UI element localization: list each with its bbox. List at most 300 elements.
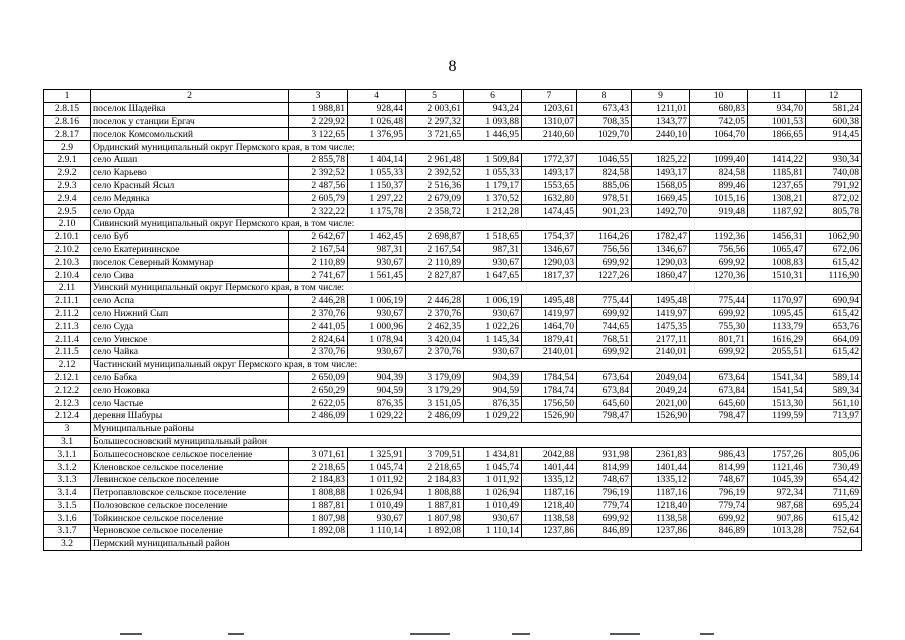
table-row [44, 333, 862, 346]
value-cell: 987,31 [464, 243, 522, 256]
value-cell: 2 698,87 [406, 230, 464, 243]
value-cell: 1290,03 [522, 256, 577, 269]
scan-mark [512, 633, 530, 635]
value-cell: 673,43 [577, 102, 632, 115]
value-cell: 2 184,83 [289, 473, 348, 486]
section-heading: Уинский муниципальный округ Пермского края, в том числе: [91, 281, 862, 294]
value-cell: 1 325,91 [348, 448, 406, 461]
value-cell: 742,05 [690, 115, 748, 128]
value-cell: 1211,01 [632, 102, 690, 115]
row-number: 2.10.1 [44, 230, 91, 243]
value-cell: 1 026,48 [348, 115, 406, 128]
value-cell: 600,38 [806, 115, 862, 128]
value-cell: 1754,37 [522, 230, 577, 243]
table-row [44, 384, 862, 397]
value-cell: 699,92 [690, 512, 748, 525]
value-cell: 904,59 [348, 384, 406, 397]
value-cell: 1335,12 [522, 473, 577, 486]
value-cell: 1187,16 [522, 486, 577, 499]
value-cell: 1164,26 [577, 230, 632, 243]
value-cell: 2 441,05 [289, 320, 348, 333]
section-heading: Частинский муниципальный округ Пермского края, в том числе: [91, 358, 862, 371]
value-cell: 2 650,29 [289, 384, 348, 397]
table-row [44, 371, 862, 384]
row-name: село Суда [91, 320, 289, 333]
tariff-table [43, 89, 862, 551]
row-number: 2.11.5 [44, 345, 91, 358]
value-cell: 1 006,19 [464, 294, 522, 307]
value-cell: 730,49 [806, 461, 862, 474]
value-cell: 1 297,22 [348, 192, 406, 205]
row-name: поселок Шадейка [91, 102, 289, 115]
value-cell: 589,14 [806, 371, 862, 384]
value-cell: 930,67 [348, 256, 406, 269]
value-cell: 752,64 [806, 525, 862, 538]
row-number: 2.10.4 [44, 269, 91, 282]
table-row [44, 269, 862, 282]
value-cell: 1 011,92 [348, 473, 406, 486]
value-cell: 1203,61 [522, 102, 577, 115]
value-cell: 1 518,65 [464, 230, 522, 243]
row-number: 2.10.3 [44, 256, 91, 269]
value-cell: 2 370,76 [289, 307, 348, 320]
value-cell: 3 420,04 [406, 333, 464, 346]
table-row [44, 473, 862, 486]
value-cell: 3 179,29 [406, 384, 464, 397]
value-cell: 1 045,74 [464, 461, 522, 474]
column-header: 5 [406, 90, 464, 103]
value-cell: 3 122,65 [289, 128, 348, 141]
row-name: Черновское сельское поселение [91, 525, 289, 538]
table-row [44, 358, 862, 371]
row-number: 2.9.1 [44, 153, 91, 166]
value-cell: 1541,54 [748, 384, 806, 397]
value-cell: 791,92 [806, 179, 862, 192]
table-row [44, 345, 862, 358]
value-cell: 1185,81 [748, 166, 806, 179]
value-cell: 699,92 [690, 307, 748, 320]
value-cell: 1 011,92 [464, 473, 522, 486]
value-cell: 1218,40 [632, 499, 690, 512]
value-cell: 1 055,33 [464, 166, 522, 179]
value-cell: 978,51 [577, 192, 632, 205]
value-cell: 645,60 [577, 397, 632, 410]
value-cell: 1 000,96 [348, 320, 406, 333]
value-cell: 2440,10 [632, 128, 690, 141]
value-cell: 581,24 [806, 102, 862, 115]
value-cell: 2 741,67 [289, 269, 348, 282]
scan-mark [700, 633, 714, 635]
value-cell: 1170,97 [748, 294, 806, 307]
value-cell: 699,92 [577, 345, 632, 358]
value-cell: 755,30 [690, 320, 748, 333]
value-cell: 2 322,22 [289, 205, 348, 218]
value-cell: 1 006,19 [348, 294, 406, 307]
value-cell: 2 167,54 [406, 243, 464, 256]
table-row [44, 397, 862, 410]
value-cell: 901,23 [577, 205, 632, 218]
value-cell: 3 071,61 [289, 448, 348, 461]
row-name: Петропавловское сельское поселение [91, 486, 289, 499]
row-number: 2.11.3 [44, 320, 91, 333]
value-cell: 1475,35 [632, 320, 690, 333]
value-cell: 2049,24 [632, 384, 690, 397]
value-cell: 748,67 [690, 473, 748, 486]
value-cell: 876,35 [348, 397, 406, 410]
row-name: село Медянка [91, 192, 289, 205]
value-cell: 1866,65 [748, 128, 806, 141]
value-cell: 2 392,52 [289, 166, 348, 179]
value-cell: 1 010,49 [464, 499, 522, 512]
value-cell: 3 151,05 [406, 397, 464, 410]
value-cell: 1 887,81 [289, 499, 348, 512]
value-cell: 1 887,81 [406, 499, 464, 512]
value-cell: 1121,46 [748, 461, 806, 474]
row-number: 2.11.4 [44, 333, 91, 346]
column-header: 8 [577, 90, 632, 103]
value-cell: 2 462,35 [406, 320, 464, 333]
table-row [44, 256, 862, 269]
value-cell: 1817,37 [522, 269, 577, 282]
value-cell: 775,44 [577, 294, 632, 307]
value-cell: 1 462,45 [348, 230, 406, 243]
value-cell: 1 647,65 [464, 269, 522, 282]
value-cell: 824,58 [577, 166, 632, 179]
value-cell: 2 605,79 [289, 192, 348, 205]
row-name: село Бабка [91, 371, 289, 384]
value-cell: 1541,34 [748, 371, 806, 384]
value-cell: 1001,53 [748, 115, 806, 128]
value-cell: 824,58 [690, 166, 748, 179]
table-row [44, 512, 862, 525]
value-cell: 2140,01 [632, 345, 690, 358]
value-cell: 744,65 [577, 320, 632, 333]
value-cell: 1 055,33 [348, 166, 406, 179]
value-cell: 930,34 [806, 153, 862, 166]
value-cell: 699,92 [577, 512, 632, 525]
table-row [44, 243, 862, 256]
value-cell: 972,34 [748, 486, 806, 499]
value-cell: 740,08 [806, 166, 862, 179]
value-cell: 1495,48 [632, 294, 690, 307]
value-cell: 2140,01 [522, 345, 577, 358]
value-cell: 1199,59 [748, 409, 806, 422]
value-cell: 1 212,28 [464, 205, 522, 218]
table-row [44, 153, 862, 166]
column-header: 7 [522, 90, 577, 103]
row-name: село Чайка [91, 345, 289, 358]
value-cell: 690,94 [806, 294, 862, 307]
value-cell: 1 404,14 [348, 153, 406, 166]
value-cell: 805,78 [806, 205, 862, 218]
row-number: 2.12.4 [44, 409, 91, 422]
column-header: 4 [348, 90, 406, 103]
value-cell: 1474,45 [522, 205, 577, 218]
value-cell: 2 961,48 [406, 153, 464, 166]
value-cell: 899,46 [690, 179, 748, 192]
row-number: 2.9.2 [44, 166, 91, 179]
section-heading: Большесосновский муниципальный район [91, 435, 862, 448]
value-cell: 2 486,09 [406, 409, 464, 422]
value-cell: 2 392,52 [406, 166, 464, 179]
value-cell: 1227,26 [577, 269, 632, 282]
value-cell: 708,35 [577, 115, 632, 128]
value-cell: 2 110,89 [289, 256, 348, 269]
value-cell: 3 179,09 [406, 371, 464, 384]
row-name: Тойкинское сельское поселение [91, 512, 289, 525]
value-cell: 615,42 [806, 256, 862, 269]
value-cell: 699,92 [690, 345, 748, 358]
row-number: 3 [44, 422, 91, 435]
value-cell: 1 026,94 [348, 486, 406, 499]
value-cell: 2055,51 [748, 345, 806, 358]
value-cell: 779,74 [577, 499, 632, 512]
value-cell: 943,24 [464, 102, 522, 115]
row-name: деревня Шабуры [91, 409, 289, 422]
row-number: 3.1 [44, 435, 91, 448]
row-number: 2.12 [44, 358, 91, 371]
value-cell: 1 376,95 [348, 128, 406, 141]
row-number: 3.1.4 [44, 486, 91, 499]
row-name: село Буб [91, 230, 289, 243]
value-cell: 1 093,88 [464, 115, 522, 128]
row-name: поселок Северный Коммунар [91, 256, 289, 269]
section-heading: Пермский муниципальный район [91, 537, 862, 550]
value-cell: 930,67 [348, 345, 406, 358]
row-name: село Уинское [91, 333, 289, 346]
value-cell: 680,83 [690, 102, 748, 115]
value-cell: 934,70 [748, 102, 806, 115]
table-row [44, 307, 862, 320]
value-cell: 1346,67 [522, 243, 577, 256]
row-name: поселок у станции Ергач [91, 115, 289, 128]
value-cell: 1784,54 [522, 371, 577, 384]
value-cell: 1237,65 [748, 179, 806, 192]
value-cell: 1 808,88 [406, 486, 464, 499]
table-row [44, 537, 862, 550]
column-header: 12 [806, 90, 862, 103]
row-number: 2.11 [44, 281, 91, 294]
value-cell: 1 175,78 [348, 205, 406, 218]
value-cell: 1237,86 [632, 525, 690, 538]
row-name: Кленовское сельское поселение [91, 461, 289, 474]
value-cell: 3 721,65 [406, 128, 464, 141]
value-cell: 2 370,76 [289, 345, 348, 358]
value-cell: 768,51 [577, 333, 632, 346]
value-cell: 1616,29 [748, 333, 806, 346]
value-cell: 2 297,32 [406, 115, 464, 128]
value-cell: 1 045,74 [348, 461, 406, 474]
value-cell: 1669,45 [632, 192, 690, 205]
row-name: село Екатерининское [91, 243, 289, 256]
table-row [44, 217, 862, 230]
scan-mark [120, 633, 142, 635]
row-name: село Сива [91, 269, 289, 282]
table-row [44, 192, 862, 205]
value-cell: 885,06 [577, 179, 632, 192]
row-number: 3.1.7 [44, 525, 91, 538]
value-cell: 1095,45 [748, 307, 806, 320]
value-cell: 846,89 [690, 525, 748, 538]
value-cell: 2 486,09 [289, 409, 348, 422]
value-cell: 1784,74 [522, 384, 577, 397]
value-cell: 1343,77 [632, 115, 690, 128]
value-cell: 846,89 [577, 525, 632, 538]
value-cell: 2049,04 [632, 371, 690, 384]
value-cell: 1290,03 [632, 256, 690, 269]
row-number: 3.1.2 [44, 461, 91, 474]
value-cell: 1310,07 [522, 115, 577, 128]
row-number: 2.12.2 [44, 384, 91, 397]
value-cell: 1526,90 [632, 409, 690, 422]
value-cell: 1064,70 [690, 128, 748, 141]
row-name: село Орда [91, 205, 289, 218]
value-cell: 1 026,94 [464, 486, 522, 499]
value-cell: 1013,28 [748, 525, 806, 538]
value-cell: 930,67 [348, 512, 406, 525]
table-row [44, 128, 862, 141]
value-cell: 589,34 [806, 384, 862, 397]
value-cell: 1 110,14 [464, 525, 522, 538]
value-cell: 930,67 [348, 307, 406, 320]
value-cell: 2 827,87 [406, 269, 464, 282]
row-name: село Карьево [91, 166, 289, 179]
value-cell: 1456,31 [748, 230, 806, 243]
row-number: 3.1.3 [44, 473, 91, 486]
value-cell: 876,35 [464, 397, 522, 410]
value-cell: 1 446,95 [464, 128, 522, 141]
value-cell: 1187,16 [632, 486, 690, 499]
value-cell: 930,67 [464, 512, 522, 525]
value-cell: 1218,40 [522, 499, 577, 512]
row-name: село Частые [91, 397, 289, 410]
value-cell: 1756,50 [522, 397, 577, 410]
value-cell: 1192,36 [690, 230, 748, 243]
value-cell: 986,43 [690, 448, 748, 461]
value-cell: 928,44 [348, 102, 406, 115]
row-name: Полозовское сельское поселение [91, 499, 289, 512]
value-cell: 931,98 [577, 448, 632, 461]
value-cell: 1065,47 [748, 243, 806, 256]
value-cell: 1308,21 [748, 192, 806, 205]
table-row [44, 422, 862, 435]
value-cell: 1062,90 [806, 230, 862, 243]
page-number: 8 [448, 58, 457, 75]
row-name: поселок Комсомольский [91, 128, 289, 141]
value-cell: 1 110,14 [348, 525, 406, 538]
value-cell: 1187,92 [748, 205, 806, 218]
row-name: Левинское сельское поселение [91, 473, 289, 486]
value-cell: 2 370,76 [406, 345, 464, 358]
value-cell: 695,24 [806, 499, 862, 512]
value-cell: 645,60 [690, 397, 748, 410]
table-row [44, 205, 862, 218]
value-cell: 673,84 [690, 384, 748, 397]
column-header: 3 [289, 90, 348, 103]
value-cell: 1419,97 [632, 307, 690, 320]
value-cell: 930,67 [464, 345, 522, 358]
table-row [44, 435, 862, 448]
value-cell: 904,39 [464, 371, 522, 384]
value-cell: 1 561,45 [348, 269, 406, 282]
value-cell: 1138,58 [632, 512, 690, 525]
table-row [44, 166, 862, 179]
value-cell: 1553,65 [522, 179, 577, 192]
value-cell: 798,47 [577, 409, 632, 422]
scan-mark [410, 633, 450, 635]
value-cell: 779,74 [690, 499, 748, 512]
value-cell: 2 446,28 [406, 294, 464, 307]
value-cell: 814,99 [577, 461, 632, 474]
value-cell: 914,45 [806, 128, 862, 141]
value-cell: 907,86 [748, 512, 806, 525]
value-cell: 2 855,78 [289, 153, 348, 166]
value-cell: 1 150,37 [348, 179, 406, 192]
row-number: 2.9.3 [44, 179, 91, 192]
value-cell: 1492,70 [632, 205, 690, 218]
table-row [44, 486, 862, 499]
value-cell: 1 078,94 [348, 333, 406, 346]
column-header: 1 [44, 90, 91, 103]
value-cell: 1 807,98 [406, 512, 464, 525]
value-cell: 2 446,28 [289, 294, 348, 307]
row-number: 2.12.1 [44, 371, 91, 384]
value-cell: 1 179,17 [464, 179, 522, 192]
value-cell: 775,44 [690, 294, 748, 307]
row-number: 2.9 [44, 141, 91, 154]
value-cell: 1099,40 [690, 153, 748, 166]
value-cell: 1414,22 [748, 153, 806, 166]
value-cell: 1464,70 [522, 320, 577, 333]
value-cell: 1495,48 [522, 294, 577, 307]
value-cell: 2 110,89 [406, 256, 464, 269]
value-cell: 987,68 [748, 499, 806, 512]
value-cell: 1401,44 [522, 461, 577, 474]
header-row [44, 90, 862, 103]
value-cell: 615,42 [806, 512, 862, 525]
value-cell: 987,31 [348, 243, 406, 256]
section-heading: Сивинский муниципальный округ Пермского края, в том числе: [91, 217, 862, 230]
row-number: 2.8.16 [44, 115, 91, 128]
value-cell: 1757,26 [748, 448, 806, 461]
column-header: 2 [91, 90, 289, 103]
value-cell: 1133,79 [748, 320, 806, 333]
column-header: 6 [464, 90, 522, 103]
table-row [44, 461, 862, 474]
row-name: село Ножовка [91, 384, 289, 397]
value-cell: 1029,70 [577, 128, 632, 141]
value-cell: 654,42 [806, 473, 862, 486]
value-cell: 673,64 [577, 371, 632, 384]
value-cell: 713,97 [806, 409, 862, 422]
value-cell: 930,67 [464, 256, 522, 269]
row-name: Большесосновское сельское поселение [91, 448, 289, 461]
row-name: село Ашап [91, 153, 289, 166]
value-cell: 1015,16 [690, 192, 748, 205]
row-number: 2.10 [44, 217, 91, 230]
value-cell: 2 487,56 [289, 179, 348, 192]
value-cell: 1 145,34 [464, 333, 522, 346]
value-cell: 699,92 [577, 307, 632, 320]
value-cell: 1237,86 [522, 525, 577, 538]
value-cell: 1 022,26 [464, 320, 522, 333]
value-cell: 1513,30 [748, 397, 806, 410]
value-cell: 2 167,54 [289, 243, 348, 256]
table-row [44, 499, 862, 512]
value-cell: 1 892,08 [289, 525, 348, 538]
value-cell: 1335,12 [632, 473, 690, 486]
value-cell: 1419,97 [522, 307, 577, 320]
